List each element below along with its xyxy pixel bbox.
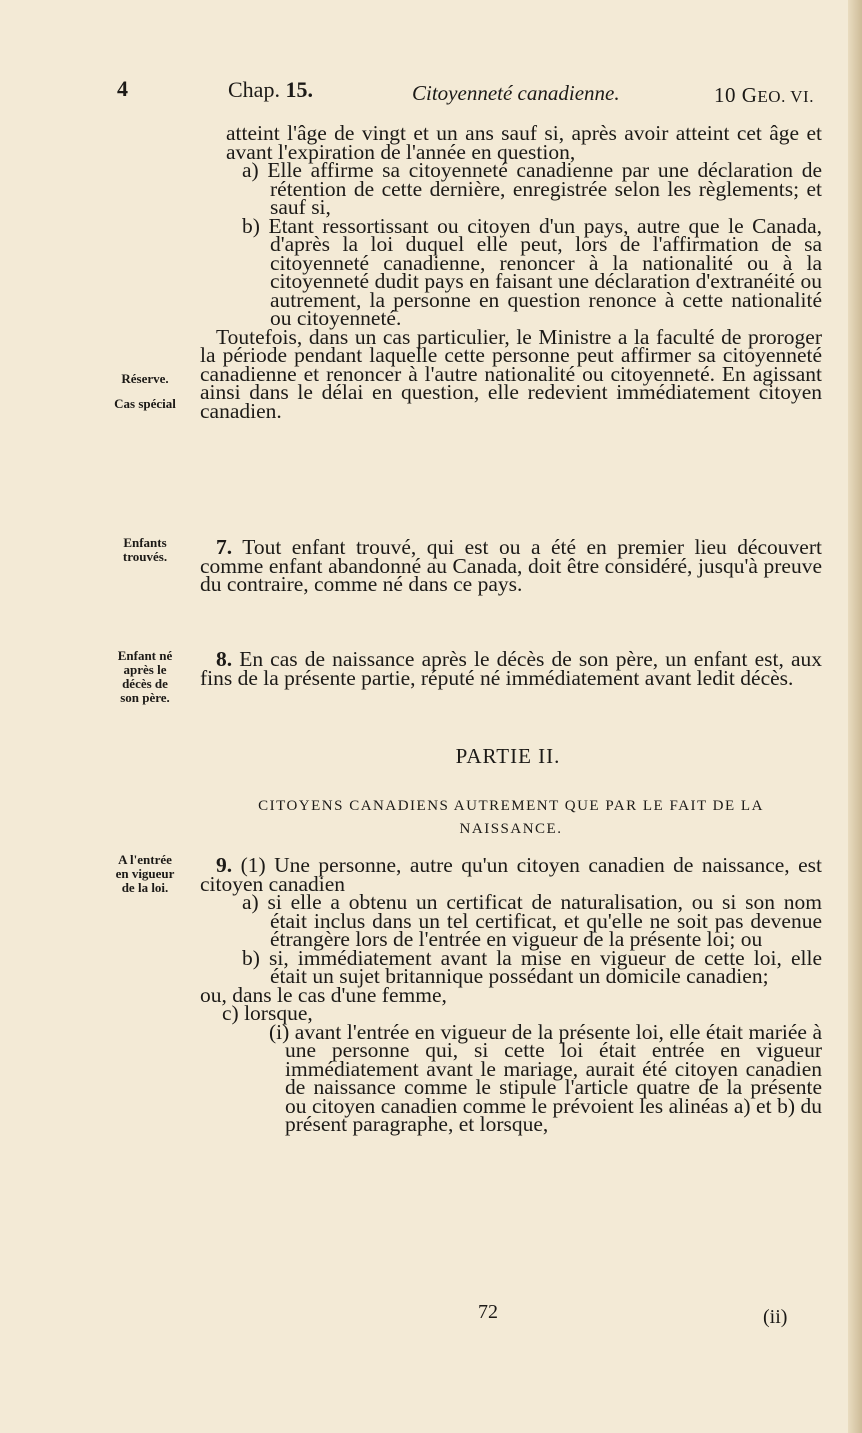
subheading-line: CITOYENS CANADIENS AUTREMENT QUE PAR LE FAIT DE LA [258,798,764,814]
subheading-line: NAISSANCE. [459,821,563,837]
margin-note-enfant-ne [100,649,190,705]
margin-line: Enfants [123,535,167,550]
margin-line: Enfant né [117,648,173,663]
clause-a: a) Elle affirme sa citoyenneté canadienne par une déclaration de rétention de cette dernière, enregistrée selon les règlements; et sauf si, [242,158,822,219]
text-block-top [200,121,822,423]
section-9 [200,853,823,1136]
margin-note-enfants-trouves [100,536,190,564]
year-prefix: 10 G [714,83,758,107]
year-suffix: EO. VI. [757,87,814,106]
running-header [0,72,862,112]
running-title: Citoyenneté canadienne. [412,81,620,105]
section-text: En cas de naissance après le décès de son père, un enfant est, aux fins de la présente partie, réputé né immédiatement avant ledit décès. [200,647,823,690]
paragraph-continuation: atteint l'âge de vingt et un ans sauf si, après avoir atteint cet âge et avant l'expiration de l'année en question, [226,121,822,164]
section-number: 8. [216,647,233,671]
margin-note-reserve: Réserve. [121,371,169,386]
page-number: 4 [117,76,128,101]
clause-b: b) Etant ressortissant ou citoyen d'un pays, autre que le Canada, d'après la loi duquel elle peut, lors de l'affirmation de sa citoyenneté canadienne, renoncer à la nationalité ou à la citoyenneté dudit pays en faisant une déclaration d'extranéité ou autrement, la personne en question renonce à cette nationalité ou citoyenneté. [242,213,822,330]
regnal-year [714,83,814,108]
section-text: (1) Une personne, autre qu'un citoyen canadien de naissance, est citoyen canadien [200,853,823,896]
section-text: Tout enfant trouvé, qui est ou a été en premier lieu découvert comme enfant abandonné au Canada, doit être considéré, jusqu'à preuve du contraire, comme né dans ce pays. [200,535,822,596]
page-edge [848,0,862,1433]
margin-line: trouvés. [122,549,168,564]
clause-ou: ou, dans le cas d'une femme, [200,982,447,1007]
clause-a: a) si elle a obtenu un certificat de naturalisation, ou si son nom était inclus dans un tel certificat, et qu'elle ne soit pas devenue étrangère lors de l'entrée en vigueur de la présente loi; ou [242,890,822,951]
section-7 [200,535,822,596]
clause-b: b) si, immédiatement avant la mise en vigueur de cette loi, elle était un sujet britannique possédant un domicile canadien; [242,945,822,988]
folio-number: 72 [478,1301,498,1323]
chapter-prefix: Chap. [228,77,280,102]
margin-note-cas-special: Cas spécial [114,396,176,411]
section-8 [200,647,823,690]
margin-line: A l'entrée [118,852,172,867]
margin-line: décès de [122,676,168,691]
part-heading: PARTIE II. [455,744,561,768]
margin-line: de la loi. [121,880,169,895]
chapter-number: 15. [285,77,313,102]
paragraph-toutefois: Toutefois, dans un cas particulier, le Ministre a la faculté de proroger la période pendant laquelle cette personne peut affirmer sa citoyenneté canadienne et renoncer à l'autre nationalité ou citoyenneté. En agissant ainsi dans le délai en question, elle redevient immédiatement citoyen canadien. [200,324,822,423]
margin-line: en vigueur [115,866,175,881]
chapter-label [228,77,313,103]
margin-line: après le [123,662,167,677]
margin-note-entree [100,853,190,895]
part-subheading [205,795,817,841]
section-number: 7. [216,535,233,559]
clause-c: c) lorsque, [222,1001,313,1025]
margin-line: son père. [120,690,170,705]
catchword: (ii) [763,1306,788,1328]
section-number: 9. [216,853,233,877]
subclause-i: (i) avant l'entrée en vigueur de la présente loi, elle était mariée à une personne qui, si cette loi était entrée en vigueur immédiatement avant le mariage, aurait été citoyen canadien de naissance comme le stipule l'article quatre de la présente ou citoyen canadien comme le prévoient les alinéas a) et b) du présent paragraphe, et lorsque, [269,1019,822,1136]
